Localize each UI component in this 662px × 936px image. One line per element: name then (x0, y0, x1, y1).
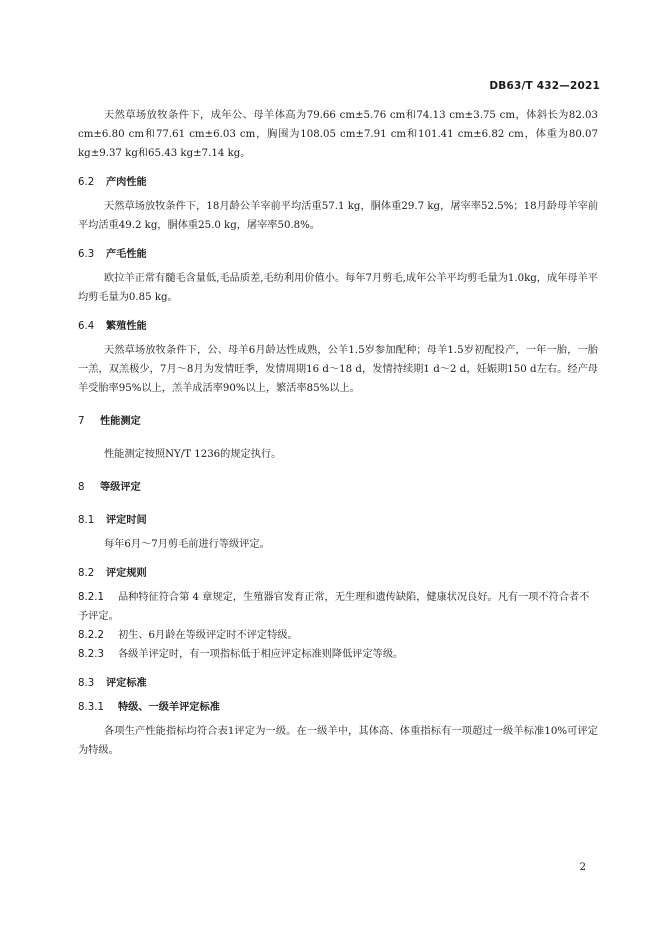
section-heading (78, 564, 598, 583)
body-paragraph: 各项生产性能指标均符合表1评定为一级。在一级羊中，其体高、体重指标有一项超过一级羊标准10%可评定为特级。 (78, 726, 598, 756)
body-paragraph: 天然草场放牧条件下，18月龄公羊宰前平均活重57.1 kg，胴体重29.7 kg，屠宰率52.5%；18月龄母羊宰前平均活重49.2 kg，胴体重25.0 kg，屠宰率50.8%。 (78, 201, 598, 231)
body-paragraph: 欧拉羊正常有髓毛含量低,毛品质差,毛纺利用价值小。每年7月剪毛,成年公羊平均剪毛量为1.0kg，成年母羊平均剪毛量为0.85 kg。 (78, 273, 598, 303)
rule-number: 8.2.3 (78, 649, 104, 660)
rule-text: 品种特征符合第 4 章规定，生殖器官发育正常，无生理和遗传缺陷，健康状况良好。凡有一项不符合者不予评定。 (78, 592, 590, 622)
chapter-number: 7 (78, 416, 85, 427)
rule-text: 初生、6月龄在等级评定时不评定特级。 (118, 630, 298, 641)
body-paragraph: 每年6月～7月剪毛前进行等级评定。 (104, 539, 270, 550)
section-heading (78, 173, 598, 192)
rule-number: 8.2.1 (78, 592, 104, 603)
subsection-number: 8.3.1 (78, 702, 104, 713)
section-heading (78, 245, 598, 264)
section-number: 8.2 (78, 568, 95, 579)
rule-item (78, 626, 598, 645)
body-paragraph: 天然草场放牧条件下，公、母羊6月龄达性成熟，公羊1.5岁参加配种；母羊1.5岁初配投产，一年一胎，一胎一羔，双羔极少，7月～8月为发情旺季，发情周期16 d～18 d，发情持续期1 d～2 d，妊娠期150 d左右。经产母羊受胎率95%以上，羔羊成活率90%以上，繁活率85%以上。 (78, 345, 598, 394)
section-heading (78, 674, 598, 693)
rule-text: 各级羊评定时，有一项指标低于相应评定标准则降低评定等级。 (118, 649, 404, 660)
section-heading (78, 511, 598, 530)
chapter-title: 等级评定 (100, 482, 141, 493)
chapter-heading (78, 412, 598, 431)
rule-item (78, 645, 598, 664)
section-number: 6.2 (78, 177, 95, 188)
section-title: 评定规则 (106, 568, 147, 579)
body-paragraph: 性能测定按照NY/T 1236的规定执行。 (104, 449, 282, 460)
subsection-heading (78, 698, 598, 717)
rule-item (78, 588, 598, 626)
chapter-number: 8 (78, 482, 85, 493)
section-title: 产毛性能 (106, 249, 147, 260)
standard-code: DB63/T 432—2021 (489, 80, 600, 92)
subsection-title: 特级、一级羊评定标准 (118, 702, 220, 713)
rule-number: 8.2.2 (78, 630, 104, 641)
section-number: 6.4 (78, 321, 95, 332)
section-title: 繁殖性能 (106, 321, 147, 332)
section-heading (78, 317, 598, 336)
section-number: 6.3 (78, 249, 95, 260)
section-number: 8.1 (78, 515, 95, 526)
section-title: 产肉性能 (106, 177, 147, 188)
section-title: 评定时间 (106, 515, 147, 526)
page-number: 2 (579, 862, 586, 873)
chapter-heading (78, 478, 598, 497)
section-number: 8.3 (78, 678, 95, 689)
section-title: 评定标准 (106, 678, 147, 689)
page-content (78, 106, 598, 760)
chapter-title: 性能测定 (100, 416, 141, 427)
body-paragraph: 天然草场放牧条件下，成年公、母羊体高为79.66 cm±5.76 cm和74.13 cm±3.75 cm，体斜长为82.03 cm±6.80 cm和77.61 cm±6.03 cm，胸围为108.05 cm±7.91 cm和101.41 cm±6.82 cm，体重为80.07 kg±9.37 kg和65.43 kg±7.14 kg。 (78, 110, 598, 159)
